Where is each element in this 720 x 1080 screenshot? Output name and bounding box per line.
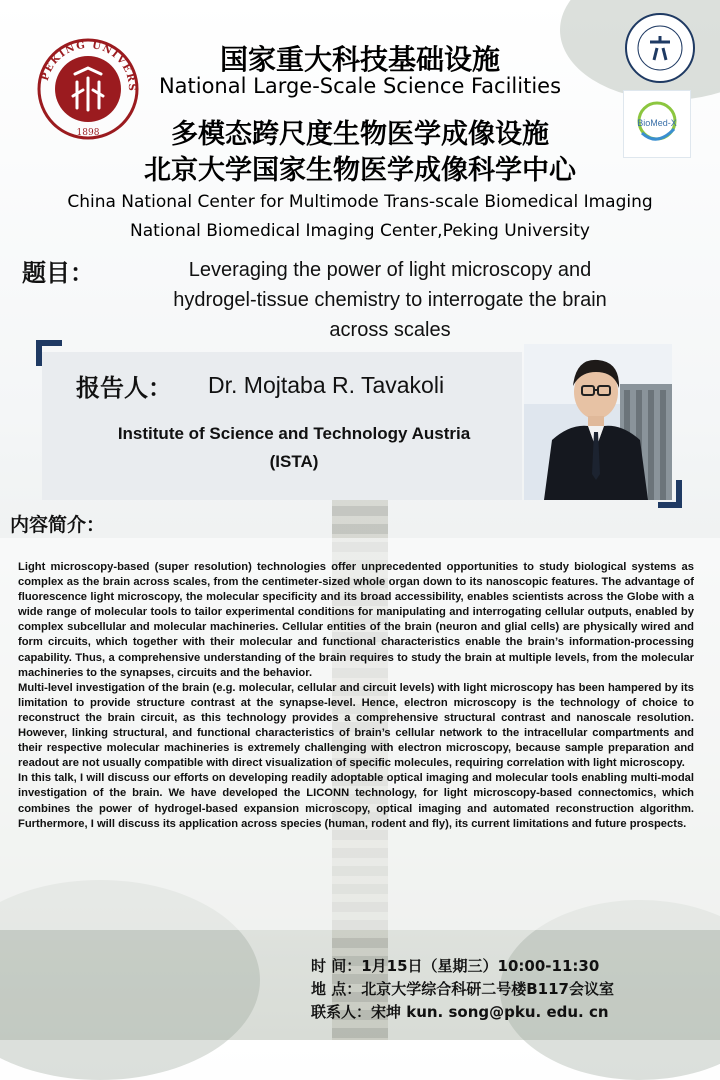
topic-title	[110, 255, 670, 345]
pku-ring-text: PEKING UNIVERS	[39, 39, 138, 93]
title-cn-facilities: 国家重大科技基础设施	[219, 43, 500, 76]
topic-label: 题目：	[22, 259, 94, 287]
title-cn-imaging-center: 北京大学国家生物医学成像科学中心	[144, 155, 576, 186]
speaker-name: Dr. Mojtaba R. Tavakoli	[208, 372, 445, 398]
speaker-label: 报告人：	[76, 374, 172, 402]
abstract-paragraph: Light microscopy-based (super resolution) technologies offer unprecedented opportunities to study biological systems as complex as the brain across scales, from the centimeter-sized whole organ down to its nanoscopic features. The advantage of fluorescence light microscopy, the molecular specificity and its broad accessibility, enables scientists across the Globe with a wide range of molecular tools to tailor experimental conditions for manipulating and interrogating cellular outputs, enabled by complex subcellular and molecular machineries. Cellular entities of the brain (neuron and glial cells) are physically wired and form circuits, which together with their molecular and functional characteristics enable the brain’s information-processing capability. Thus, a comprehensive understanding of the brain requires to study the brain at multiple levels, from the molecular machineries to the synapses, circuits and the behavior.	[18, 561, 694, 679]
title-en-center: China National Center for Multimode Trans-scale Biomedical Imaging	[67, 192, 653, 212]
event-contact: 联系人：宋坤 kun. song@pku. edu. cn	[311, 1003, 609, 1021]
abstract-heading: 内容简介：	[10, 514, 106, 536]
event-time: 时 间：1月15日（星期三）10:00-11:30	[311, 957, 600, 975]
abstract-paragraph: In this talk, I will discuss our efforts on developing readily adoptable optical imaging and molecular tools enabling multi-modal investigation of the brain. We have developed the LICONN technology, for light microscopy-based connectomics, which combines the power of hydrogel-based expansion microscopy, optical imaging and automated reconstruction algorithm. Furthermore, I will discuss its application across species (human, rodent and fly), its current limitations and future prospects.	[18, 772, 694, 830]
title-cn-imaging-facility: 多模态跨尺度生物医学成像设施	[171, 119, 549, 150]
topic-line: across scales	[329, 319, 451, 341]
corner-accent	[658, 480, 682, 508]
affiliation-line: (ISTA)	[269, 452, 319, 471]
topic-line: Leveraging the power of light microscopy and	[188, 259, 592, 281]
speaker-portrait	[524, 344, 672, 500]
abstract-paragraph: Multi-level investigation of the brain (e.g. molecular, cellular and circuit levels) with light microscopy has been hampered by its limitation to provide structure contrast at the synapse-level. Hence, electron microscopy is the technology of choice to reconstruct the brain circuit, as this technology provides a comprehensive structural contrast and nanoscale resolution. However, linking structural, and functional characteristics of brain’s cellular network to the intracellular compartments and their respective molecular machineries is extremely challenging with electron microscopy, because sample preparation and readout are not usually compatible with direct visualization of specific molecules, requiring correlation with light microscopy.	[18, 681, 694, 770]
title-en-facilities: National Large-Scale Science Facilities	[158, 74, 562, 98]
pku-year: 1898	[76, 128, 100, 138]
event-place: 地 点：北京大学综合科研二号楼B117会议室	[311, 980, 614, 998]
abstract-body	[18, 560, 694, 832]
topic-line: hydrogel-tissue chemistry to interrogate the brain	[173, 289, 607, 311]
title-en-nbic: National Biomedical Imaging Center,Peking University	[130, 221, 590, 241]
speaker-affiliation	[44, 420, 544, 476]
affiliation-line: Institute of Science and Technology Austria	[117, 424, 471, 443]
biomed-x-text: BioMed-X	[637, 118, 677, 128]
